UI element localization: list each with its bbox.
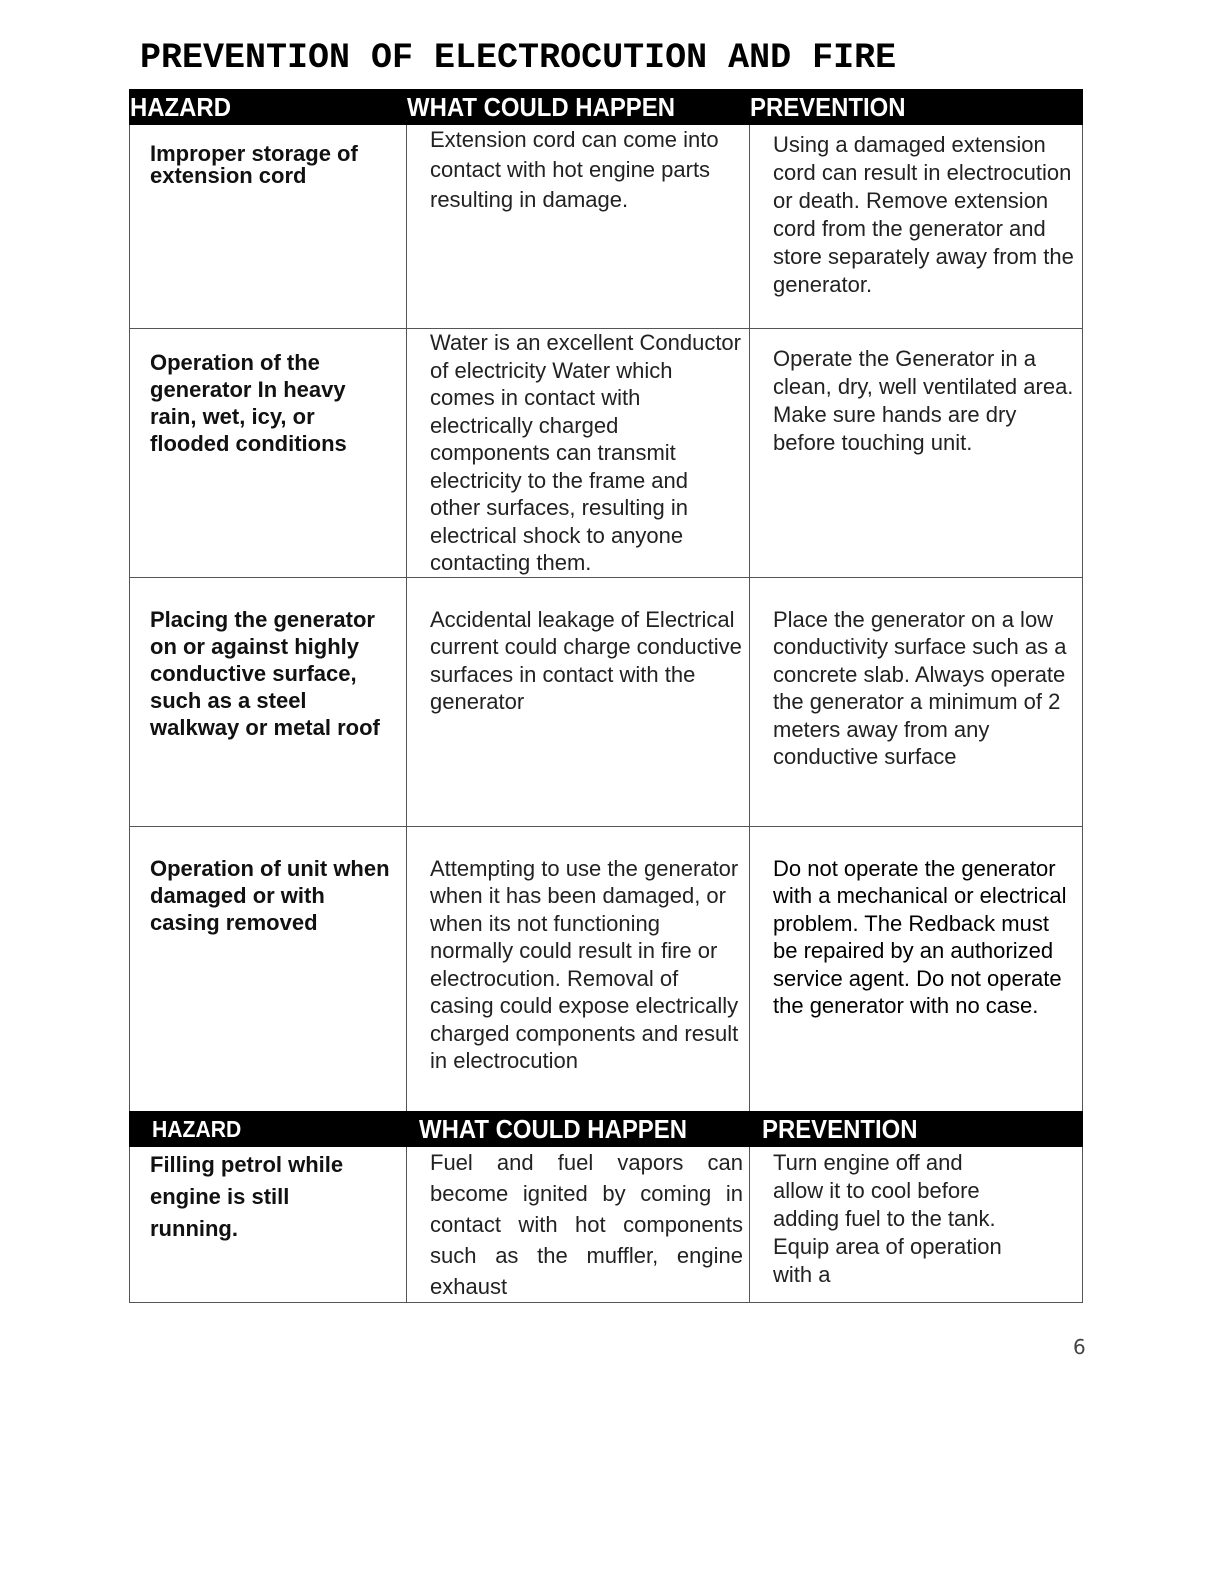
hazard-cell: Placing the generator on or against highly conductive surface, such as a steel walkway or metal roof — [150, 606, 380, 740]
table-header-row — [130, 90, 1083, 125]
table-row — [130, 826, 1083, 1139]
hazard-cell: Operation of unit when damaged or with casing removed — [150, 855, 390, 935]
page-title: PREVENTION OF ELECTROCUTION AND FIRE — [140, 38, 897, 78]
what-cell: Fuel and fuel vapors can become ignited by coming in contact with hot components such as the muffler, engine exhaust — [430, 1150, 743, 1299]
table-row — [130, 577, 1083, 826]
header-hazard: HAZARD — [130, 1112, 407, 1147]
hazard-table — [129, 89, 1083, 1140]
what-cell: Extension cord can come into contact with hot engine parts resulting in damage. — [430, 127, 719, 212]
header-what-could-happen: WHAT COULD HAPPEN — [407, 1112, 750, 1147]
hazard-cell: Improper storage of extension cord — [150, 141, 358, 188]
header-prevention: PREVENTION — [750, 90, 1083, 125]
what-cell: Accidental leakage of Electrical current could charge conductive surfaces in contact with the generator — [430, 606, 742, 714]
prevention-cell: Operate the Generator in a clean, dry, well ventilated area. Make sure hands are dry before touching unit. — [773, 346, 1074, 455]
prevention-cell: Do not operate the generator with a mechanical or electrical problem. The Redback must be repaired by an authorized service agent. Do not operate the generator with no case. — [773, 855, 1067, 1018]
prevention-cell: Turn engine off and allow it to cool before adding fuel to the tank. Equip area of operation with a — [773, 1150, 1002, 1287]
header-what-could-happen: WHAT COULD HAPPEN — [407, 90, 750, 125]
page-number: 6 — [1073, 1335, 1086, 1359]
what-cell: Water is an excellent Conductor of electricity Water which comes in contact with electrically charged components can transmit electricity to the frame and other surfaces, resulting in electrical shock to anyone contacting them. — [430, 330, 741, 575]
header-hazard: HAZARD — [130, 90, 407, 125]
what-cell: Attempting to use the generator when it has been damaged, or when its not functioning normally could result in fire or electrocution. Removal of casing could expose electrically charged components and result in electrocution — [430, 855, 739, 1073]
hazard-table-continued — [129, 1111, 1083, 1303]
hazard-cell: Operation of the generator In heavy rain, wet, icy, or flooded conditions — [150, 350, 347, 456]
table-header-row — [130, 1112, 1083, 1147]
table-row — [130, 329, 1083, 578]
prevention-cell: Using a damaged extension cord can result in electrocution or death. Remove extension cord from the generator and store separately away from the generator. — [773, 132, 1074, 297]
prevention-cell: Place the generator on a low conductivity surface such as a concrete slab. Always operate the generator a minimum of 2 meters away from any conductive surface — [773, 606, 1067, 769]
header-prevention: PREVENTION — [750, 1112, 1083, 1147]
table-row — [130, 125, 1083, 329]
table-row — [130, 1147, 1083, 1303]
hazard-cell: Filling petrol while engine is still running. — [150, 1152, 344, 1241]
